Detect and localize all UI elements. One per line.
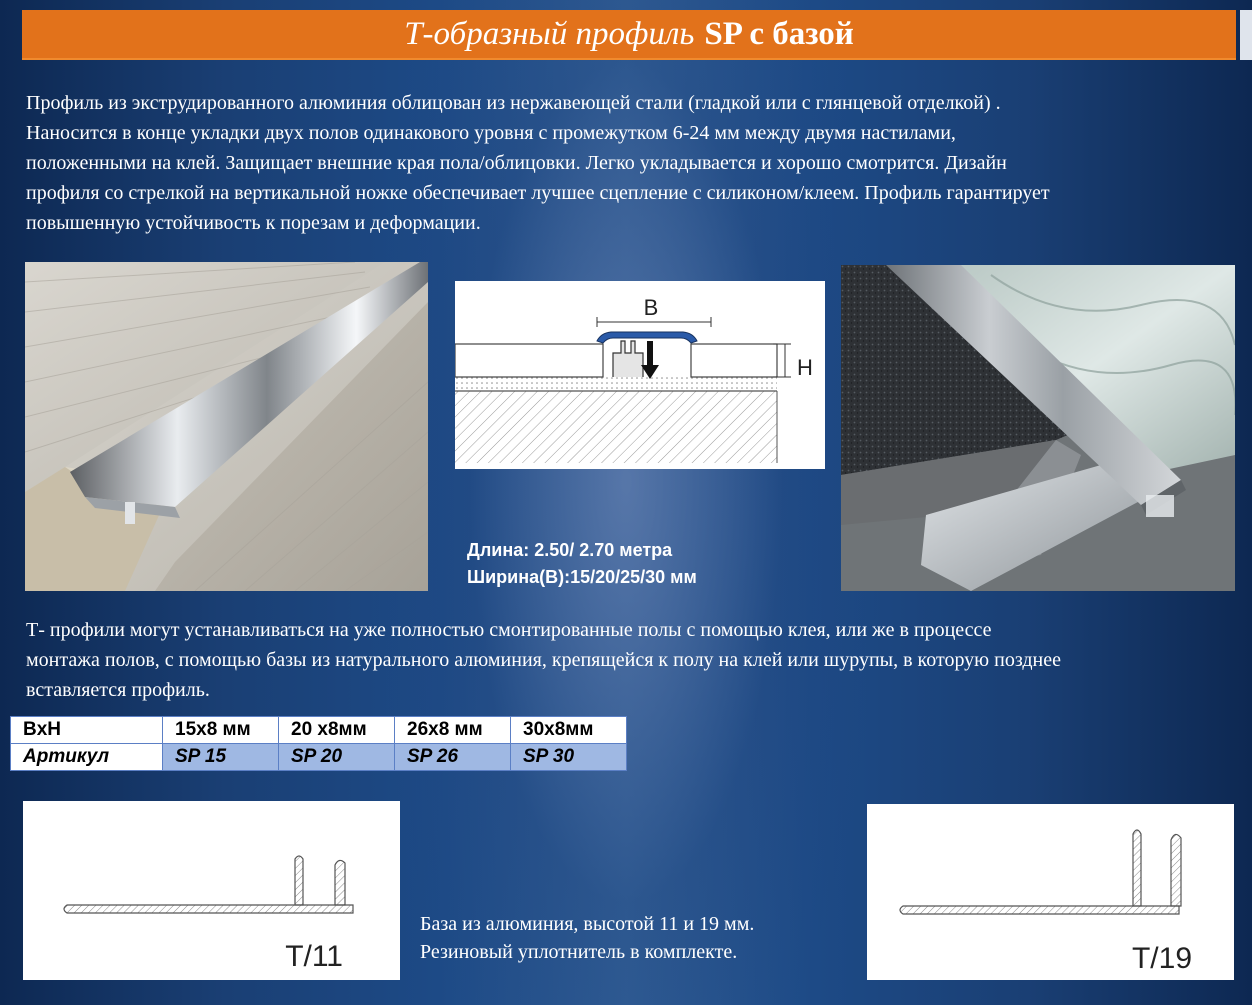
base-caption — [420, 910, 860, 966]
installation-paragraph — [26, 615, 1246, 705]
intro-paragraph — [26, 88, 1241, 238]
table-cell-size: 26x8 мм — [395, 717, 511, 744]
length-spec: Длина: 2.50/ 2.70 метра — [467, 540, 673, 560]
table-cell-article: SP 26 — [395, 744, 511, 771]
intro-line: повышенную устойчивость к порезам и деформации. — [26, 212, 481, 234]
title-italic: Т-образный профиль — [404, 15, 695, 52]
intro-line: профиля со стрелкой на вертикальной ножке обеспечивает лучшее сцепление с силиконом/клеем. Профиль гарантирует — [26, 182, 1050, 204]
table-cell-article: SP 15 — [163, 744, 279, 771]
install-line: монтажа полов, с помощью базы из натурального алюминия, крепящейся к полу на клей или шурупы, в которую позднее — [26, 649, 1061, 671]
base-t19-drawing — [867, 804, 1234, 980]
profile-cross-section-diagram — [455, 281, 825, 469]
intro-line: положенными на клей. Защищает внешние края пола/облицовки. Легко укладывается и хорошо смотрится. Дизайн — [26, 152, 1007, 174]
table-cell-article-label: Артикул — [11, 744, 163, 771]
title-bold: SP с базой — [704, 15, 854, 52]
base-caption-line: База из алюминия, высотой 11 и 19 мм. — [420, 913, 755, 935]
diagram-label-b: B — [643, 295, 659, 320]
base-t19-label: T/19 — [1131, 942, 1192, 975]
header-side-strip — [1240, 10, 1252, 60]
table-cell-article: SP 20 — [279, 744, 395, 771]
table-cell-article: SP 30 — [511, 744, 627, 771]
install-line: Т- профили могут устанавливаться на уже полностью смонтированные полы с помощью клея, или же в процессе — [26, 619, 992, 641]
width-spec: Ширина(B):15/20/25/30 мм — [467, 567, 697, 587]
diagram-label-h: H — [797, 355, 813, 380]
table-cell-bxh-label: BxH — [11, 717, 163, 744]
table-cell-size: 20 x8мм — [279, 717, 395, 744]
table-row-articles — [11, 744, 627, 771]
base-t11-label: T/11 — [285, 940, 343, 973]
size-article-table — [10, 716, 627, 771]
intro-line: Профиль из экструдированного алюминия облицован из нержавеющей стали (гладкой или с глянцевой отделкой) . — [26, 92, 1001, 114]
base-t11-drawing — [23, 801, 400, 980]
table-cell-size: 15x8 мм — [163, 717, 279, 744]
install-line: вставляется профиль. — [26, 679, 210, 701]
length-width-specs — [467, 537, 807, 591]
base-caption-line: Резиновый уплотнитель в комплекте. — [420, 941, 738, 963]
table-row-sizes — [11, 717, 627, 744]
intro-line: Наносится в конце укладки двух полов одинакового уровня с промежутком 6-24 мм между двумя настилами, — [26, 122, 956, 144]
granite-floor-photo — [841, 265, 1235, 591]
wood-floor-photo — [25, 262, 428, 591]
page-title — [22, 10, 1236, 60]
table-cell-size: 30x8мм — [511, 717, 627, 744]
